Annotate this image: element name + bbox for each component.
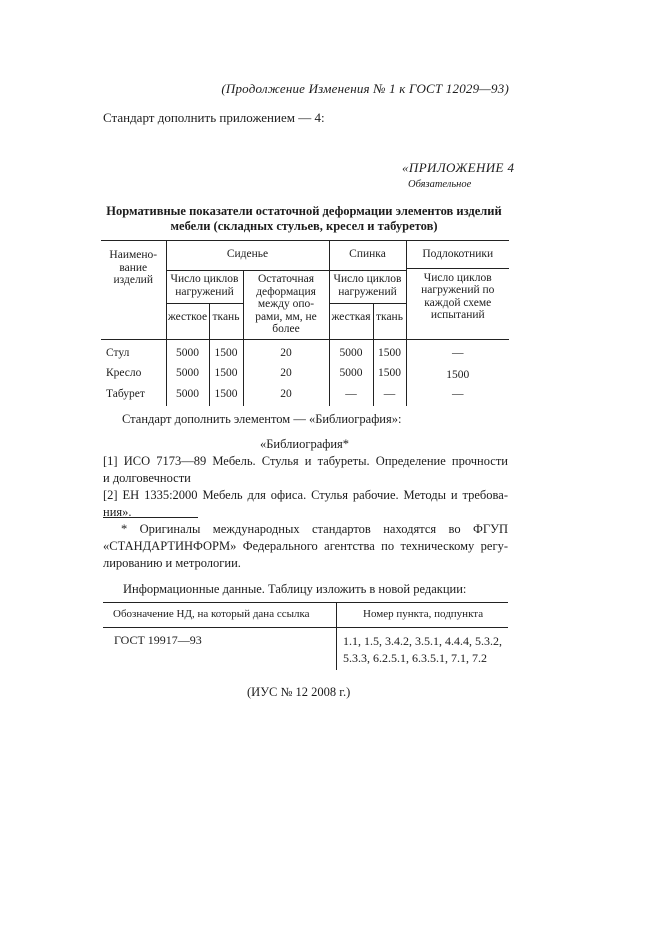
header-seat-fabric: ткань [209,304,243,340]
appendix-title-line-1: Нормативные показатели остаточной деформации элементов изделий [106,204,502,218]
source-reference: (ИУС № 12 2008 г.) [247,685,351,699]
info-cell-clauses: 1.1, 1.5, 3.4.2, 3.5.1, 4.4.4, 5.3.2, 5.3.3, 6.2.5.1, 6.3.5.1, 7.1, 7.2 [343,634,502,665]
bibliography-item-2: [2] ЕН 1335:2000 Мебель для офиса. Стулья рабочие. Методы и требова- ния». [103,488,508,519]
appendix-title [100,204,508,234]
table-row: Табурет 5000 1500 20 — — — [101,382,509,406]
bibliography-item-1: [1] ИСО 7173—89 Мебель. Стулья и табуреты. Определение прочности и долговечности [103,454,508,485]
header-back-fabric: ткань [373,304,406,340]
footnote: * Оригиналы международных стандартов находятся во ФГУП «СТАНДАРТИНФОРМ» Федерального агентства по техническому регу- лированию и метрологии. [103,522,508,570]
header-back-cycles: Число циклов нагружений [329,271,406,304]
header-armrests: Подлокотники Число циклов нагружений по каждой схеме испытаний [406,241,509,340]
table-row: Кресло 5000 1500 20 5000 1500 1500 [101,361,509,382]
info-header-document: Обозначение НД, на который дана ссылка [113,608,310,620]
deformation-table [101,240,509,406]
header-seat-deformation: Остаточная деформация между опо- рами, мм, не более [243,271,329,340]
header-name: Наимено- вание изделий [101,241,166,340]
info-cell-document: ГОСТ 19917—93 [114,633,202,647]
header-seat: Сиденье [166,241,329,271]
bibliography-intro: Стандарт дополнить элементом — «Библиография»: [122,412,402,426]
info-header-clause: Номер пункта, подпункта [363,608,484,620]
info-table-header-border [103,627,508,628]
info-intro: Информационные данные. Таблицу изложить в новой редакции: [123,582,467,596]
intro-paragraph: Стандарт дополнить приложением — 4: [103,110,325,125]
bibliography-title: «Библиография* [260,437,350,451]
info-table-top-border [103,602,508,603]
header-seat-cycles: Число циклов нагружений [166,271,243,304]
table-row: Стул 5000 1500 20 5000 1500 — [101,340,509,362]
appendix-label: «ПРИЛОЖЕНИЕ 4 [402,160,515,175]
info-table-divider [336,602,337,670]
header-back-rigid: жесткая [329,304,373,340]
footnote-separator [103,517,198,518]
appendix-title-line-2: мебели (складных стульев, кресел и табуретов) [170,219,438,233]
header-back: Спинка [329,241,406,271]
appendix-status: Обязательное [408,179,472,190]
header-seat-rigid: жесткое [166,304,209,340]
continuation-header: (Продолжение Изменения № 1 к ГОСТ 12029—93) [221,81,509,96]
